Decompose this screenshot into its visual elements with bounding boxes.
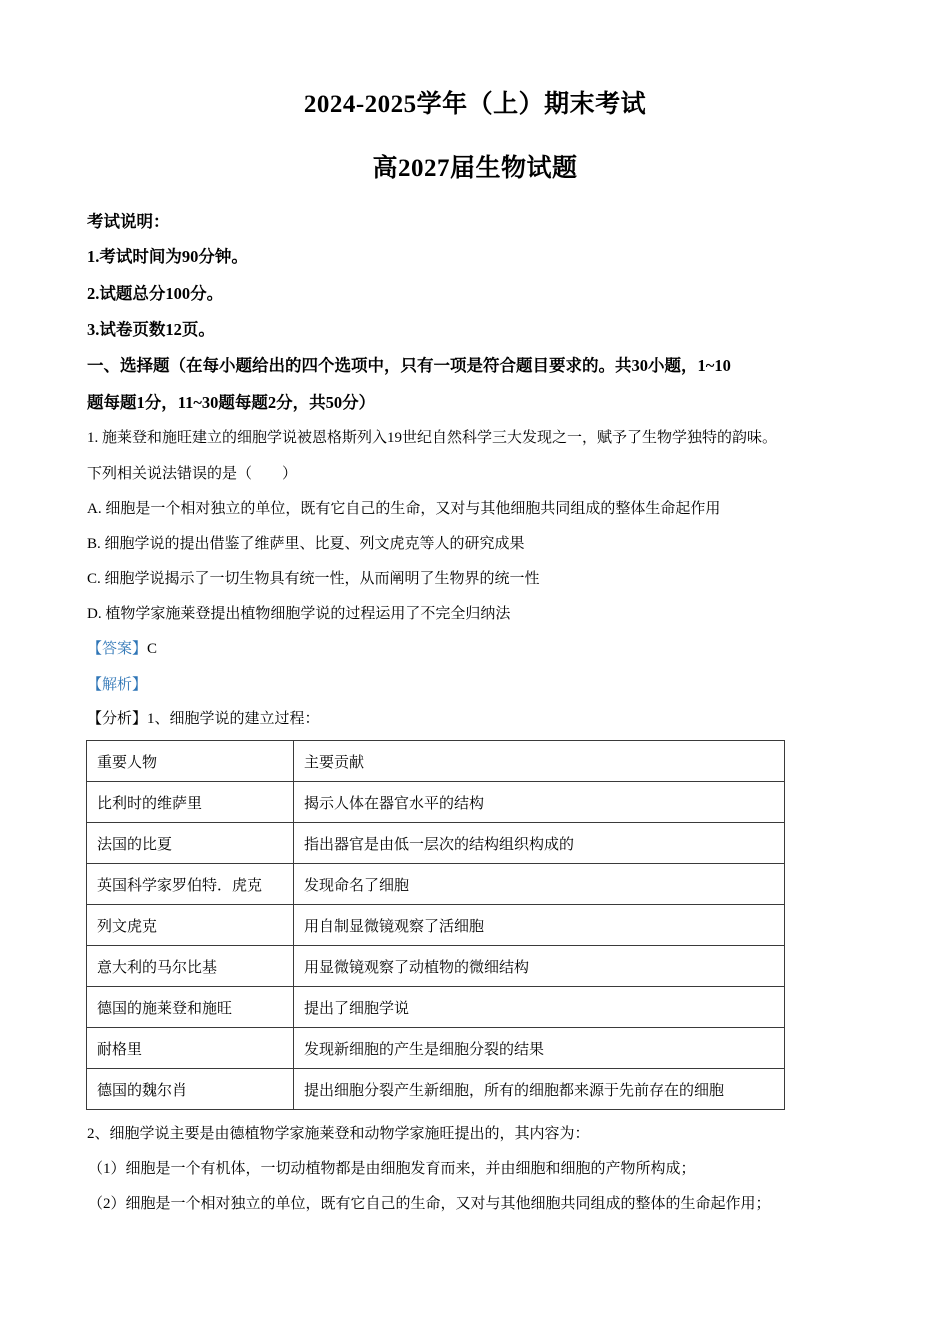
- content-item-1: （1）细胞是一个有机体，一切动植物都是由细胞发育而来，并由细胞和细胞的产物所构成；: [88, 1161, 696, 1177]
- table-cell-person: 列文虎克: [87, 905, 294, 946]
- exam-subtitle: 高2027届生物试题: [372, 155, 578, 182]
- content-item-2: （2）细胞是一个相对独立的单位，既有它自己的生命，又对与其他细胞共同组成的整体的生命起作用；: [88, 1196, 771, 1212]
- table-row: [87, 946, 785, 987]
- table-cell-contribution: 用自制显微镜观察了活细胞: [294, 905, 785, 946]
- table-row: [87, 1028, 785, 1069]
- table-cell-person: 德国的魏尔肖: [87, 1069, 294, 1110]
- section-heading: 一、选择题（在每小题给出的四个选项中，只有一项是符合题目要求的。共30小题，1~10: [87, 356, 731, 375]
- option-b: B. 细胞学说的提出借鉴了维萨里、比夏、列文虎克等人的研究成果: [87, 536, 525, 552]
- table-row: [87, 864, 785, 905]
- table-cell-contribution: 发现新细胞的产生是细胞分裂的结果: [294, 1028, 785, 1069]
- table-row: [87, 782, 785, 823]
- table-row: [87, 823, 785, 864]
- table-cell-person: 耐格里: [87, 1028, 294, 1069]
- table-header-cell: 重要人物: [87, 741, 294, 782]
- analysis-label: 【解析】: [87, 677, 148, 693]
- table-cell-person: 比利时的维萨里: [87, 782, 294, 823]
- cell-theory-history-table: [86, 740, 785, 1110]
- option-a: A. 细胞是一个相对独立的单位，既有它自己的生命，又对与其他细胞共同组成的整体生命起作用: [87, 501, 721, 517]
- table-header-cell: 主要贡献: [294, 741, 785, 782]
- section-heading-cont: 题每题1分，11~30题每题2分，共50分）: [87, 393, 376, 412]
- table-row: [87, 987, 785, 1028]
- answer-value: C: [147, 641, 158, 657]
- table-row: [87, 1069, 785, 1110]
- instruction-item: 1.考试时间为90分钟。: [87, 247, 248, 266]
- instruction-item: 2.试题总分100分。: [87, 284, 224, 303]
- table-cell-contribution: 用显微镜观察了动植物的微细结构: [294, 946, 785, 987]
- table-cell-contribution: 提出了细胞学说: [294, 987, 785, 1028]
- table-cell-contribution: 提出细胞分裂产生新细胞，所有的细胞都来源于先前存在的细胞: [294, 1069, 785, 1110]
- analysis-intro: 【分析】1、细胞学说的建立过程：: [87, 711, 320, 727]
- table-cell-person: 意大利的马尔比基: [87, 946, 294, 987]
- table-cell-person: 法国的比夏: [87, 823, 294, 864]
- instructions-heading: 考试说明：: [87, 212, 170, 231]
- table-cell-person: 英国科学家罗伯特．虎克: [87, 864, 294, 905]
- table-header-row: [87, 741, 785, 782]
- analysis-point-2: 2、细胞学说主要是由德植物学家施莱登和动物学家施旺提出的，其内容为：: [87, 1126, 590, 1142]
- option-c: C. 细胞学说揭示了一切生物具有统一性，从而阐明了生物界的统一性: [87, 571, 540, 587]
- table-cell-person: 德国的施莱登和施旺: [87, 987, 294, 1028]
- answer-label: 【答案】: [87, 641, 148, 657]
- table-cell-contribution: 发现命名了细胞: [294, 864, 785, 905]
- answer-line: [87, 637, 157, 658]
- question-stem: 1. 施莱登和施旺建立的细胞学说被恩格斯列入19世纪自然科学三大发现之一，赋予了生物学独特的韵味。: [87, 430, 778, 446]
- question-stem-cont: 下列相关说法错误的是（ ）: [87, 466, 298, 482]
- exam-title: 2024-2025学年（上）期末考试: [303, 91, 647, 118]
- table-row: [87, 905, 785, 946]
- table-cell-contribution: 指出器官是由低一层次的结构组织构成的: [294, 823, 785, 864]
- instruction-item: 3.试卷页数12页。: [87, 320, 215, 339]
- option-d: D. 植物学家施莱登提出植物细胞学说的过程运用了不完全归纳法: [87, 606, 511, 622]
- table-cell-contribution: 揭示人体在器官水平的结构: [294, 782, 785, 823]
